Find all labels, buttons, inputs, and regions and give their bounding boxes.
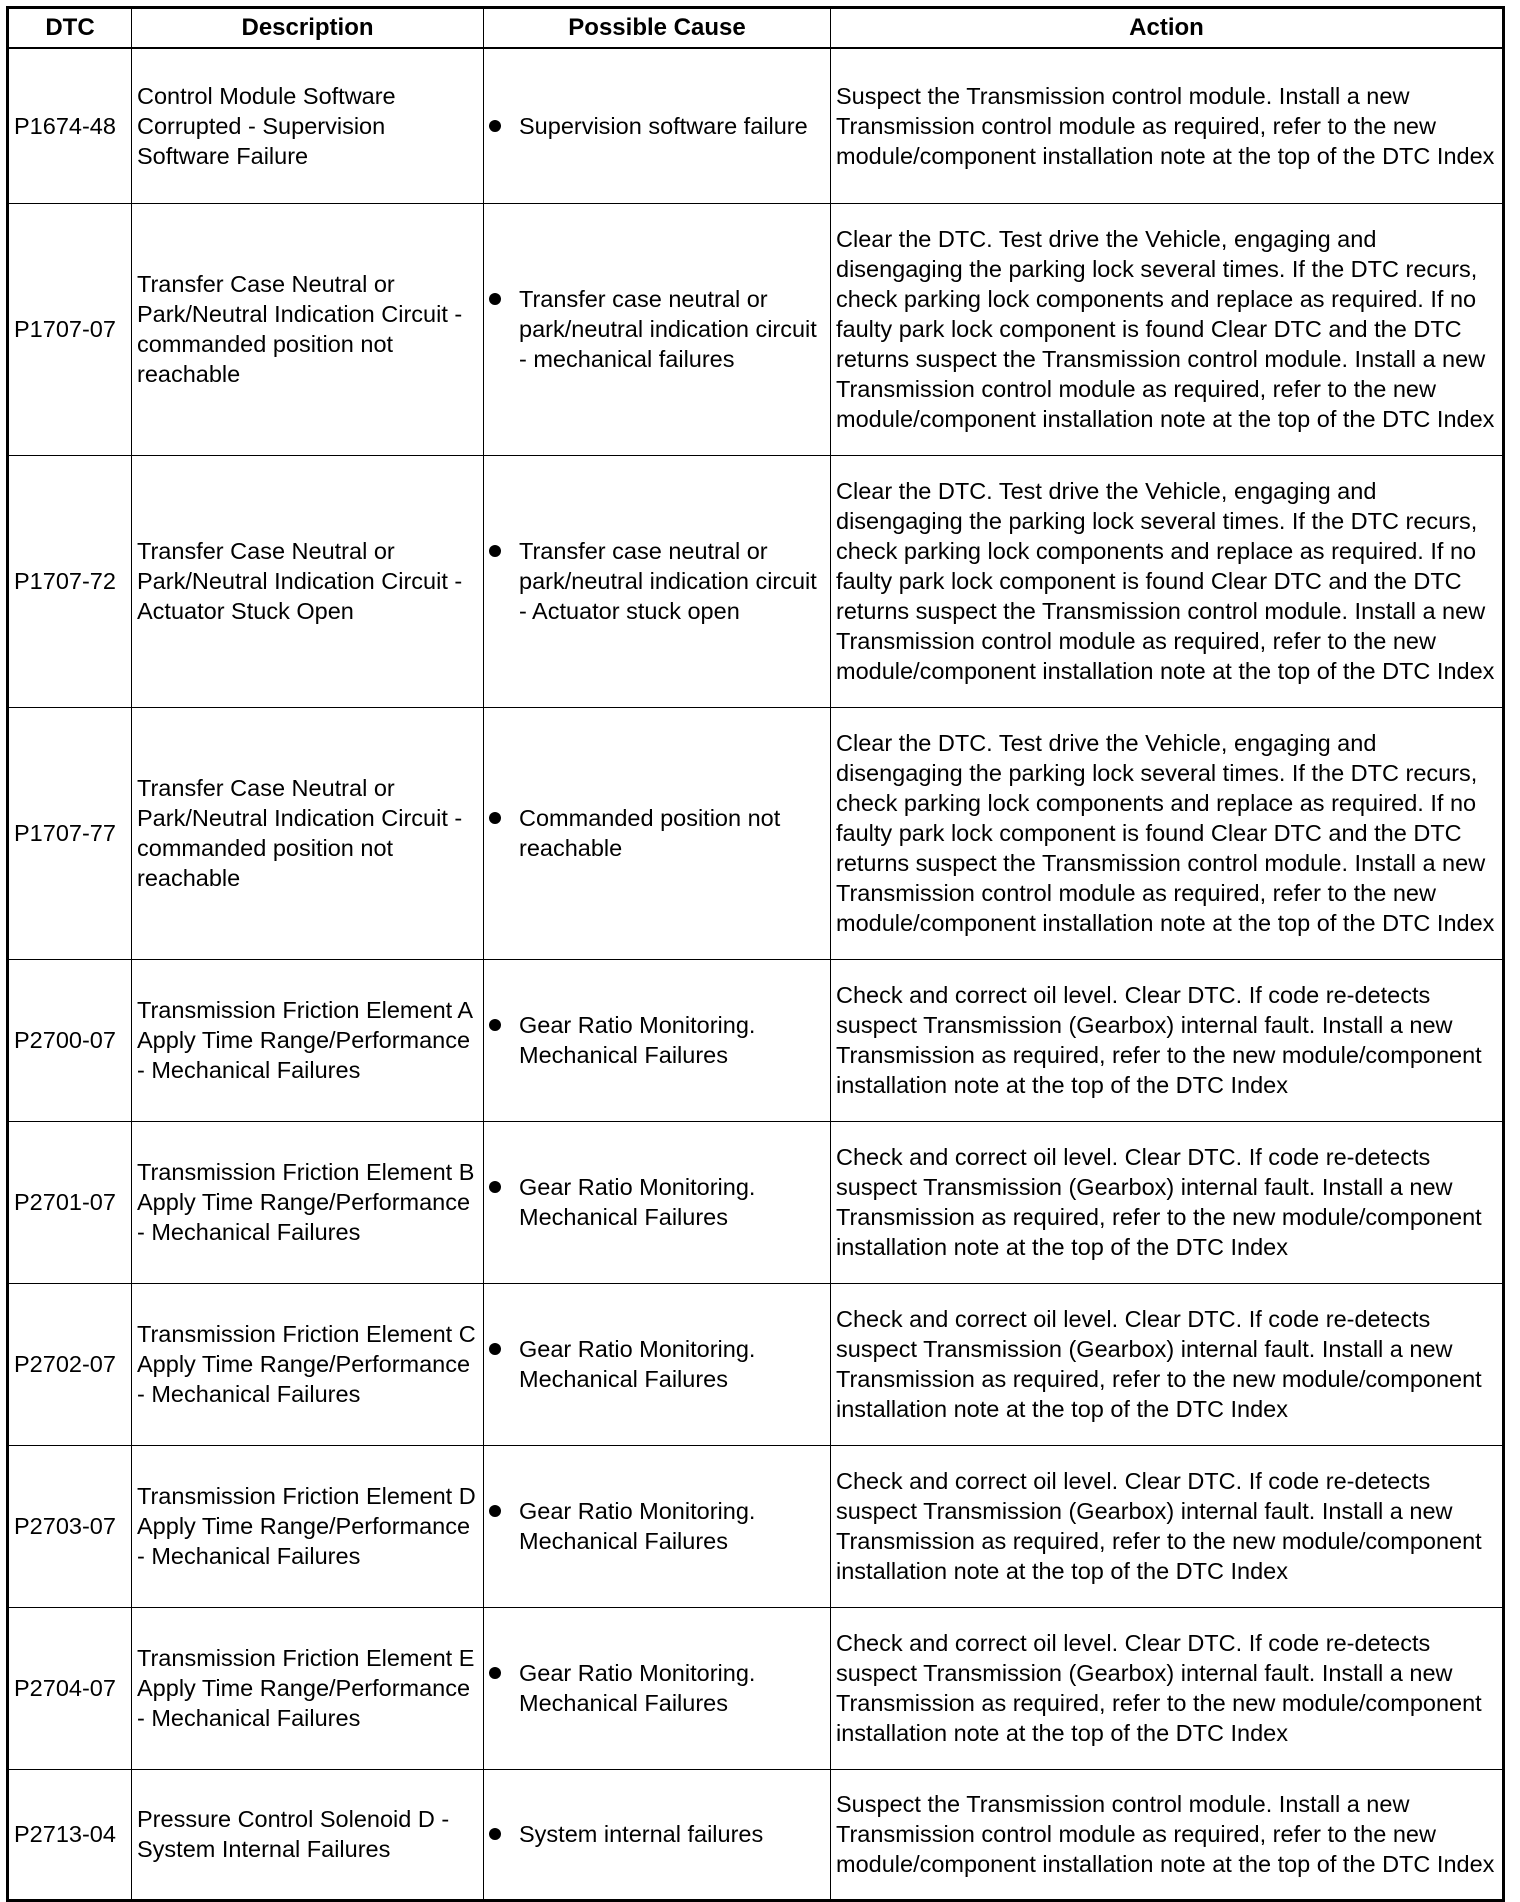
action-text: Check and correct oil level. Clear DTC. If code re-detects suspect Transmission (Gearbox) internal fault. Install a new Transmission as required, refer to the new module/component installation note at the top of the DTC Index — [831, 1445, 1504, 1607]
cause-bullet-item — [489, 1010, 825, 1070]
bullet-icon — [489, 1828, 501, 1840]
action-text: Suspect the Transmission control module. Install a new Transmission control module as required, refer to the new module/component installation note at the top of the DTC Index — [831, 1769, 1504, 1900]
table-row — [8, 959, 1504, 1121]
action-text: Clear the DTC. Test drive the Vehicle, engaging and disengaging the parking lock several times. If the DTC recurs, check parking lock components and replace as required. If no faulty park lock component is found Clear DTC and the DTC returns suspect the Transmission control module. Install a new Transmission control module as required, refer to the new module/component installation note at the top of the DTC Index — [831, 707, 1504, 959]
dtc-code: P1707-07 — [8, 203, 132, 455]
dtc-description: Transfer Case Neutral or Park/Neutral Indication Circuit - commanded position not reachable — [132, 707, 484, 959]
dtc-code: P2701-07 — [8, 1121, 132, 1283]
cause-bullet-item — [489, 1172, 825, 1232]
bullet-icon — [489, 120, 501, 132]
dtc-code: P1674-48 — [8, 48, 132, 203]
cause-bullet-item — [489, 536, 825, 626]
header-description: Description — [132, 8, 484, 49]
dtc-description: Transmission Friction Element C Apply Time Range/Performance - Mechanical Failures — [132, 1283, 484, 1445]
possible-cause-text: Gear Ratio Monitoring. Mechanical Failures — [519, 1174, 756, 1230]
possible-cause-cell — [484, 1607, 831, 1769]
dtc-code: P2700-07 — [8, 959, 132, 1121]
dtc-description: Transmission Friction Element B Apply Time Range/Performance - Mechanical Failures — [132, 1121, 484, 1283]
table-row — [8, 48, 1504, 203]
possible-cause-cell — [484, 1121, 831, 1283]
possible-cause-text: Gear Ratio Monitoring. Mechanical Failures — [519, 1498, 756, 1554]
possible-cause-cell — [484, 203, 831, 455]
possible-cause-cell — [484, 455, 831, 707]
possible-cause-text: Transfer case neutral or park/neutral indication circuit - mechanical failures — [519, 286, 817, 372]
bullet-icon — [489, 1343, 501, 1355]
bullet-icon — [489, 1019, 501, 1031]
dtc-description: Transmission Friction Element E Apply Time Range/Performance - Mechanical Failures — [132, 1607, 484, 1769]
possible-cause-cell — [484, 1445, 831, 1607]
dtc-table — [6, 6, 1505, 1902]
table-header-row — [8, 8, 1504, 49]
table-row — [8, 1121, 1504, 1283]
dtc-code: P1707-72 — [8, 455, 132, 707]
header-possible-cause: Possible Cause — [484, 8, 831, 49]
table-row — [8, 203, 1504, 455]
cause-bullet-item — [489, 1658, 825, 1718]
action-text: Clear the DTC. Test drive the Vehicle, engaging and disengaging the parking lock several times. If the DTC recurs, check parking lock components and replace as required. If no faulty park lock component is found Clear DTC and the DTC returns suspect the Transmission control module. Install a new Transmission control module as required, refer to the new module/component installation note at the top of the DTC Index — [831, 455, 1504, 707]
cause-bullet-item — [489, 284, 825, 374]
action-text: Check and correct oil level. Clear DTC. If code re-detects suspect Transmission (Gearbox) internal fault. Install a new Transmission as required, refer to the new module/component installation note at the top of the DTC Index — [831, 959, 1504, 1121]
bullet-icon — [489, 545, 501, 557]
dtc-description: Transfer Case Neutral or Park/Neutral Indication Circuit - commanded position not reachable — [132, 203, 484, 455]
table-row — [8, 1769, 1504, 1900]
possible-cause-text: Commanded position not reachable — [519, 805, 781, 861]
action-text: Check and correct oil level. Clear DTC. If code re-detects suspect Transmission (Gearbox) internal fault. Install a new Transmission as required, refer to the new module/component installation note at the top of the DTC Index — [831, 1283, 1504, 1445]
bullet-icon — [489, 293, 501, 305]
dtc-code: P2704-07 — [8, 1607, 132, 1769]
possible-cause-text: System internal failures — [519, 1821, 764, 1847]
dtc-description: Pressure Control Solenoid D - System Internal Failures — [132, 1769, 484, 1900]
possible-cause-cell — [484, 707, 831, 959]
dtc-code: P2703-07 — [8, 1445, 132, 1607]
dtc-description: Transmission Friction Element A Apply Time Range/Performance - Mechanical Failures — [132, 959, 484, 1121]
bullet-icon — [489, 1667, 501, 1679]
cause-bullet-item — [489, 803, 825, 863]
table-row — [8, 1607, 1504, 1769]
possible-cause-text: Gear Ratio Monitoring. Mechanical Failures — [519, 1012, 756, 1068]
possible-cause-cell — [484, 959, 831, 1121]
dtc-description: Control Module Software Corrupted - Supervision Software Failure — [132, 48, 484, 203]
cause-bullet-item — [489, 111, 825, 141]
table-body — [8, 48, 1504, 1900]
header-dtc: DTC — [8, 8, 132, 49]
dtc-description: Transfer Case Neutral or Park/Neutral Indication Circuit - Actuator Stuck Open — [132, 455, 484, 707]
possible-cause-text: Transfer case neutral or park/neutral indication circuit - Actuator stuck open — [519, 538, 817, 624]
action-text: Check and correct oil level. Clear DTC. If code re-detects suspect Transmission (Gearbox) internal fault. Install a new Transmission as required, refer to the new module/component installation note at the top of the DTC Index — [831, 1607, 1504, 1769]
header-action: Action — [831, 8, 1504, 49]
cause-bullet-item — [489, 1819, 825, 1849]
dtc-description: Transmission Friction Element D Apply Time Range/Performance - Mechanical Failures — [132, 1445, 484, 1607]
bullet-icon — [489, 812, 501, 824]
possible-cause-text: Gear Ratio Monitoring. Mechanical Failures — [519, 1660, 756, 1716]
bullet-icon — [489, 1505, 501, 1517]
dtc-code: P2713-04 — [8, 1769, 132, 1900]
dtc-code: P2702-07 — [8, 1283, 132, 1445]
action-text: Clear the DTC. Test drive the Vehicle, engaging and disengaging the parking lock several times. If the DTC recurs, check parking lock components and replace as required. If no faulty park lock component is found Clear DTC and the DTC returns suspect the Transmission control module. Install a new Transmission control module as required, refer to the new module/component installation note at the top of the DTC Index — [831, 203, 1504, 455]
bullet-icon — [489, 1181, 501, 1193]
possible-cause-cell — [484, 1769, 831, 1900]
possible-cause-text: Supervision software failure — [519, 112, 808, 139]
cause-bullet-item — [489, 1334, 825, 1394]
table-row — [8, 455, 1504, 707]
possible-cause-text: Gear Ratio Monitoring. Mechanical Failures — [519, 1336, 756, 1392]
cause-bullet-item — [489, 1496, 825, 1556]
table-row — [8, 1283, 1504, 1445]
table-row — [8, 1445, 1504, 1607]
possible-cause-cell — [484, 1283, 831, 1445]
action-text: Check and correct oil level. Clear DTC. If code re-detects suspect Transmission (Gearbox) internal fault. Install a new Transmission as required, refer to the new module/component installation note at the top of the DTC Index — [831, 1121, 1504, 1283]
table-row — [8, 707, 1504, 959]
action-text: Suspect the Transmission control module. Install a new Transmission control module as required, refer to the new module/component installation note at the top of the DTC Index — [831, 48, 1504, 203]
possible-cause-cell — [484, 48, 831, 203]
dtc-code: P1707-77 — [8, 707, 132, 959]
